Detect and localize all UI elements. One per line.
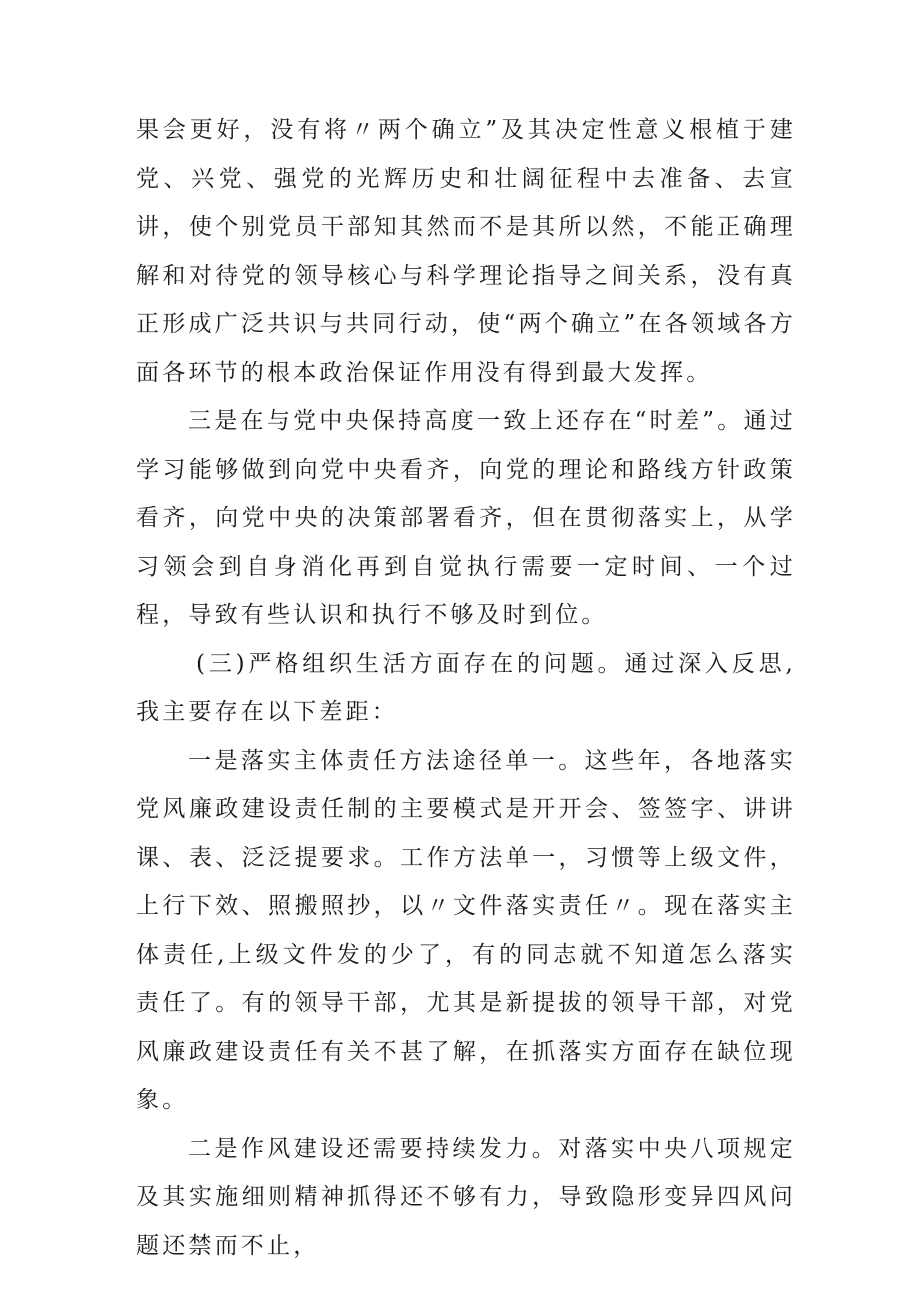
section-heading-three: (三)严格组织生活方面存在的问题。通过深入反思,我主要存在以下差距：: [136, 650, 796, 725]
paragraph-point-two: 二是作风建设还需要持续发力。对落实中央八项规定及其实施细则精神抓得还不够有力，导致隐形变异四风问题还禁而不止，: [136, 1135, 796, 1259]
paragraph-point-one: 一是落实主体责任方法途径单一。这些年，各地落实党风廉政建设责任制的主要模式是开开会、签签字、讲讲课、表、泛泛提要求。工作方法单一，习惯等上级文件，上行下效、照搬照抄，以〃文件落实责任〃。现在落实主体责任,上级文件发的少了，有的同志就不知道怎么落实责任了。有的领导干部，尤其是新提拔的领导干部，对党风廉政建设责任有关不甚了解，在抓落实方面存在缺位现象。: [136, 747, 796, 1113]
paragraph-continuation: 果会更好，没有将〃两个确立”及其决定性意义根植于建党、兴党、强党的光辉历史和壮阔征程中去准备、去宣讲，使个别党员干部知其然而不是其所以然，不能正确理解和对待党的领导核心与科学理论指导之间关系，没有真正形成广泛共识与共同行动，使“两个确立”在各领域各方面各环节的根本政治保证作用没有得到最大发挥。: [136, 117, 796, 386]
paragraph-point-three: 三是在与党中央保持高度一致上还存在“时差”。通过学习能够做到向党中央看齐，向党的理论和路线方针政策看齐，向党中央的决策部署看齐，但在贯彻落实上，从学习领会到自身消化再到自觉执行需要一定时间、一个过程，导致有些认识和执行不够及时到位。: [136, 408, 796, 628]
document-body: [136, 106, 796, 1270]
